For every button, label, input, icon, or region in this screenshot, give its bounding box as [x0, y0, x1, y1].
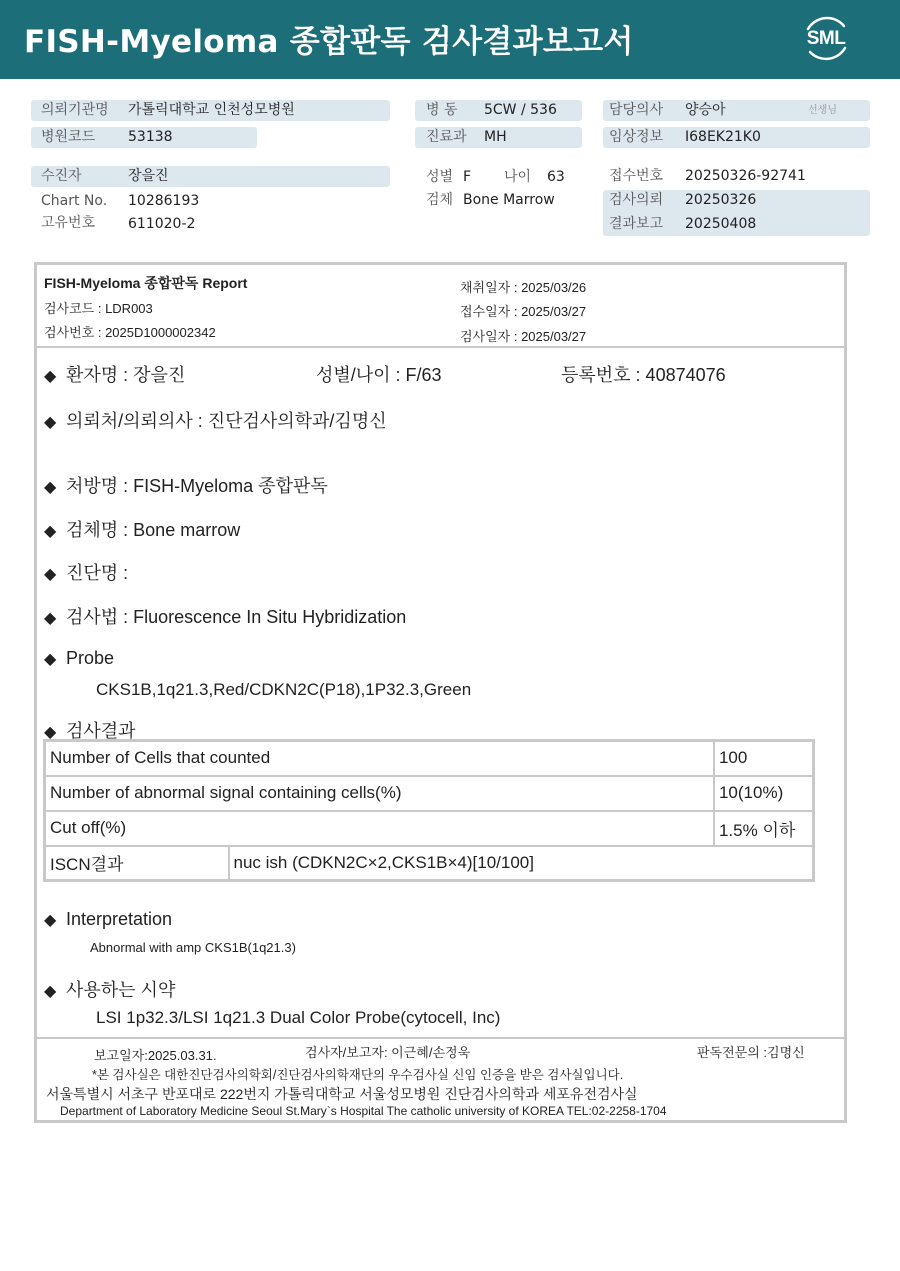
diamond-icon: ◆	[44, 566, 57, 583]
certification-note: *본 검사실은 대한진단검사의학회/진단검사의학재단의 우수검사실 신임 인증을 받은 검사실입니다.	[92, 1068, 624, 1082]
prescription: 처방명 : FISH-Myeloma 종합판독	[66, 476, 328, 496]
table-row	[45, 776, 814, 811]
reagent-row	[44, 976, 175, 1002]
specialist: 판독전문의 :김명신	[697, 1045, 805, 1060]
age-value: 63	[547, 169, 565, 185]
registration-number: 등록번호 : 40874076	[561, 365, 726, 385]
test-method: 검사법 : Fluorescence In Situ Hybridization	[66, 607, 407, 627]
cutoff-label: Cut off(%)	[45, 811, 714, 846]
address: 서울특별시 서초구 반포대로 222번지 가톨릭대학교 서울성모병원 진단검사의학과 세포유전검사실	[46, 1086, 638, 1102]
page-title: FISH-Myeloma 종합판독 검사결과보고서	[24, 24, 634, 60]
receipt-label: 접수번호	[609, 168, 664, 184]
diamond-icon: ◆	[44, 610, 57, 627]
result-title: 검사결과	[66, 721, 136, 741]
diagnosis: 진단명 :	[66, 563, 129, 583]
test-date: 검사일자 : 2025/03/27	[460, 329, 587, 344]
result-table	[43, 739, 815, 882]
diamond-icon: ◆	[44, 912, 57, 929]
probe-row	[44, 648, 114, 669]
interpretation-value: Abnormal with amp CKS1B(1q21.3)	[90, 940, 296, 955]
method-row	[44, 603, 406, 629]
receive-date: 접수일자 : 2025/03/27	[460, 304, 587, 319]
table-row	[45, 811, 814, 846]
doctor-value: 양승아	[685, 102, 726, 118]
patient-value: 장을진	[128, 168, 169, 184]
hospital-code-label: 병원코드	[41, 129, 96, 145]
cutoff-value: 1.5% 이하	[714, 811, 814, 846]
ward-label: 병 동	[426, 102, 458, 118]
logo-text: SML	[806, 28, 846, 49]
diamond-icon: ◆	[44, 651, 57, 668]
footer-divider	[37, 1037, 844, 1039]
reagent-value: LSI 1p32.3/LSI 1q21.3 Dual Color Probe(cytocell, Inc)	[96, 1008, 501, 1027]
patient-name-row	[44, 361, 185, 387]
diamond-icon: ◆	[44, 523, 57, 540]
diamond-icon: ◆	[44, 414, 57, 431]
diamond-icon: ◆	[44, 479, 57, 496]
chart-label: Chart No.	[41, 193, 108, 209]
unique-value: 611020-2	[128, 216, 196, 232]
age-label: 나이	[504, 169, 532, 185]
table-row	[45, 846, 814, 881]
prescription-row	[44, 472, 328, 498]
report-date-value: 20250408	[685, 216, 757, 232]
test-code: 검사코드 : LDR003	[44, 301, 153, 316]
dept-value: MH	[484, 129, 507, 145]
specimen-label: 검체	[426, 192, 454, 208]
interpretation-title: Interpretation	[66, 909, 173, 929]
interpretation-row	[44, 909, 172, 930]
reagent-title: 사용하는 시약	[66, 980, 176, 1000]
request-label: 검사의뢰	[609, 192, 664, 208]
doctor-label: 담당의사	[609, 102, 664, 118]
requester-row	[44, 407, 387, 433]
test-number: 검사번호 : 2025D1000002342	[44, 325, 216, 340]
report-title: FISH-Myeloma 종합판독 Report	[44, 275, 248, 291]
chart-value: 10286193	[128, 193, 200, 209]
abnormal-cells-label: Number of abnormal signal containing cells(%)	[45, 776, 714, 811]
report-issue-date: 보고일자:2025.03.31.	[94, 1048, 217, 1063]
examiner: 검사자/보고자: 이근혜/손정욱	[305, 1045, 471, 1060]
cells-counted-label: Number of Cells that counted	[45, 741, 714, 776]
specimen-value: Bone Marrow	[463, 192, 555, 208]
diamond-icon: ◆	[44, 983, 57, 1000]
specimen-row	[44, 516, 240, 542]
receipt-value: 20250326-92741	[685, 168, 806, 184]
diamond-icon: ◆	[44, 368, 57, 385]
report-box	[34, 262, 847, 1123]
iscn-value: nuc ish (CDKN2C×2,CKS1B×4)[10/100]	[229, 846, 814, 881]
specimen-name: 검체명 : Bone marrow	[66, 520, 241, 540]
abnormal-cells-value: 10(10%)	[714, 776, 814, 811]
institution-label: 의뢰기관명	[41, 102, 109, 118]
sex-label: 성별	[426, 169, 454, 185]
patient-label: 수진자	[41, 168, 82, 184]
patient-bar	[31, 166, 390, 187]
department-english: Department of Laboratory Medicine Seoul St.Mary`s Hospital The catholic university of KOREA TEL:02-2258-1704	[60, 1104, 667, 1118]
sml-logo	[800, 12, 852, 64]
report-date-label: 결과보고	[609, 216, 664, 232]
diagnosis-row	[44, 559, 128, 585]
unique-label: 고유번호	[41, 215, 96, 231]
patient-name: 환자명 : 장을진	[66, 365, 186, 385]
clinical-label: 임상정보	[609, 129, 664, 145]
diamond-icon: ◆	[44, 724, 57, 741]
probe-value: CKS1B,1q21.3,Red/CDKN2C(P18),1P32.3,Green	[96, 680, 472, 699]
probe-title: Probe	[66, 648, 115, 668]
requester: 의뢰처/의뢰의사 : 진단검사의학과/김명신	[66, 411, 387, 431]
clinical-value: I68EK21K0	[685, 129, 761, 145]
doctor-suffix: 선생님	[808, 105, 837, 116]
collect-date: 채취일자 : 2025/03/26	[460, 280, 587, 295]
iscn-label: ISCN결과	[45, 846, 229, 881]
sex-value: F	[463, 169, 472, 185]
request-value: 20250326	[685, 192, 757, 208]
cells-counted-value: 100	[714, 741, 814, 776]
ward-value: 5CW / 536	[484, 102, 557, 118]
sex-age: 성별/나이 : F/63	[316, 365, 442, 385]
institution-value: 가톨릭대학교 인천성모병원	[128, 102, 295, 118]
table-row	[45, 741, 814, 776]
hospital-code-value: 53138	[128, 129, 173, 145]
dept-label: 진료과	[426, 129, 467, 145]
header-divider	[37, 346, 844, 348]
header-bar	[0, 0, 900, 79]
